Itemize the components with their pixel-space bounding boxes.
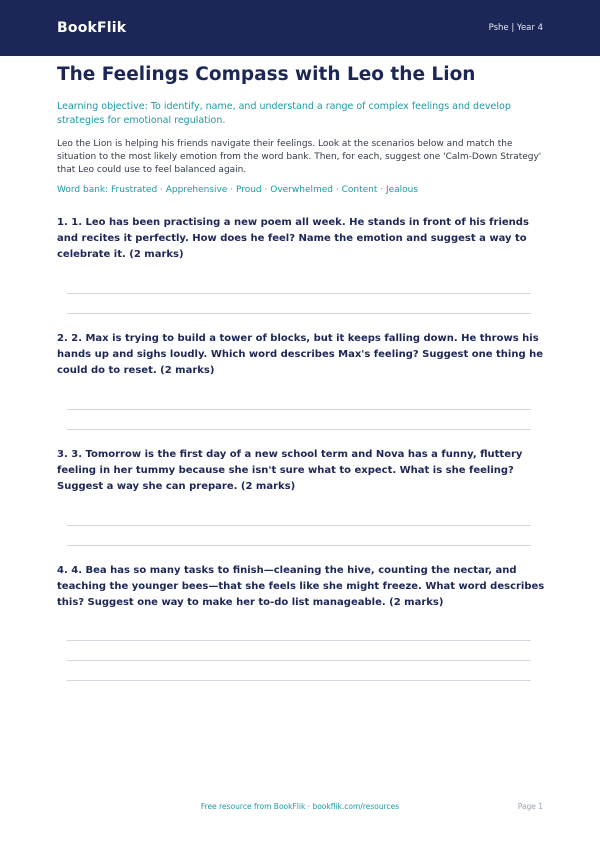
learning-objective: Learning objective: To identify, name, and understand a range of complex feelings and develop strategies for emotional regulation.	[57, 101, 511, 126]
question-1: 1. 1. Leo has been practising a new poem all week. He stands in front of his friends and recites it perfectly. How does he feel? Name the emotion and suggest a way to celebrate it. (2 marks)	[57, 217, 529, 260]
answer-line[interactable]	[67, 660, 531, 661]
brand-logo: BookFlik	[57, 20, 127, 36]
instructions: Leo the Lion is helping his friends navigate their feelings. Look at the scenarios below and match the situation to the most likely emotion from the word bank. Then, for each, suggest one 'Calm-Down Strategy' that Leo could use to feel balanced again.	[57, 139, 542, 175]
page-footer	[0, 802, 600, 814]
answer-line[interactable]	[67, 680, 531, 681]
answer-line[interactable]	[67, 409, 531, 410]
answer-line[interactable]	[67, 429, 531, 430]
answer-line[interactable]	[67, 525, 531, 526]
page-header	[0, 0, 600, 56]
footer-credit[interactable]: Free resource from BookFlik · bookflik.com/resources	[200, 802, 400, 811]
question-4: 4. 4. Bea has so many tasks to finish—cleaning the hive, counting the nectar, and teaching the younger bees—that she feels like she might freeze. What word describes this? Suggest one way to make her to-do list manageable. (2 marks)	[57, 565, 545, 608]
page-number: Page 1	[517, 802, 543, 811]
answer-line[interactable]	[67, 293, 531, 294]
question-3: 3. 3. Tomorrow is the first day of a new school term and Nova has a funny, fluttery feeling in her tummy because she isn't sure what to expect. What is she feeling? Suggest a way she can prepare. (2 marks)	[57, 449, 523, 492]
question-2: 2. 2. Max is trying to build a tower of blocks, but it keeps falling down. He throws his hands up and sighs loudly. Which word describes Max's feeling? Suggest one thing he could do to reset. (2 marks)	[57, 333, 544, 376]
subject-year-label: Pshe | Year 4	[488, 23, 543, 33]
word-bank: Word bank: Frustrated · Apprehensive · Proud · Overwhelmed · Content · Jealous	[57, 185, 419, 195]
answer-line[interactable]	[67, 313, 531, 314]
answer-line[interactable]	[67, 640, 531, 641]
answer-line[interactable]	[67, 545, 531, 546]
worksheet-title: The Feelings Compass with Leo the Lion	[57, 64, 476, 85]
